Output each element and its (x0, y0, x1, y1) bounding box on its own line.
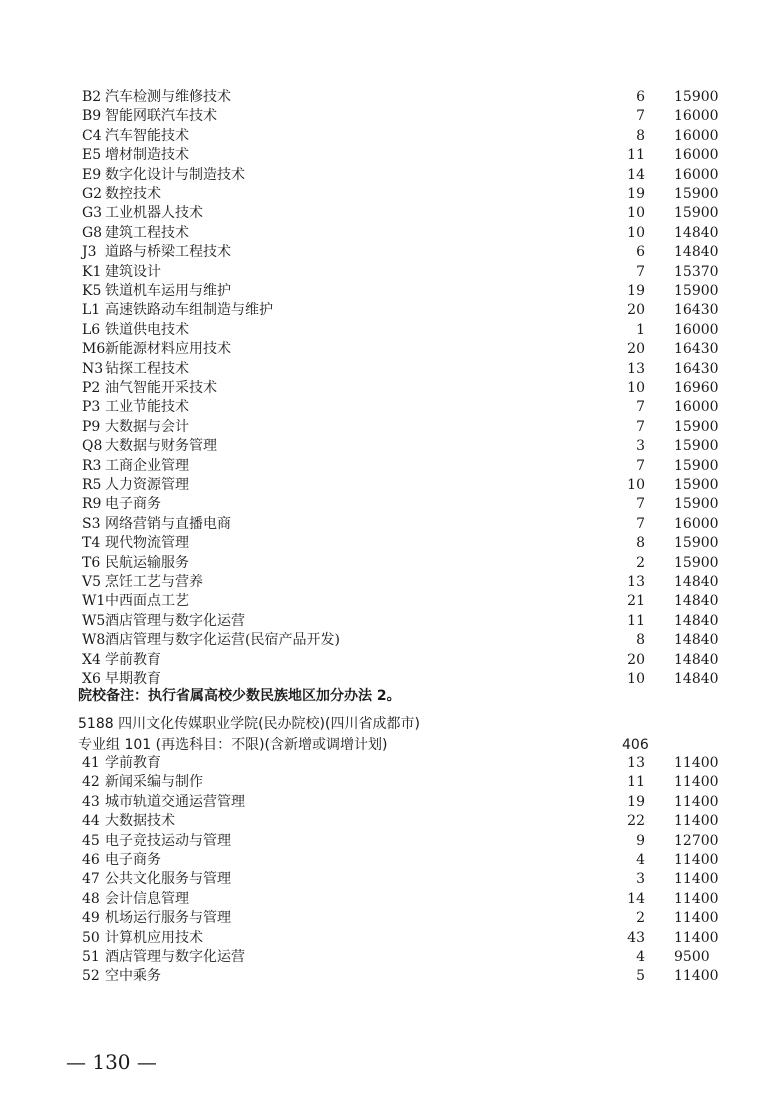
major-row (0, 398, 777, 417)
tuition-fee: 15900 (674, 205, 719, 222)
plan-count: 5 (636, 968, 645, 985)
major-name: 大数据与财务管理 (105, 438, 217, 455)
major-code: B2 (82, 89, 102, 105)
major-name: 现代物流管理 (105, 535, 189, 552)
major-name: 道路与桥梁工程技术 (105, 244, 231, 261)
major-code: E5 (82, 147, 102, 164)
major-code: W1 (82, 593, 106, 610)
major-name: 新能源材料应用技术 (105, 341, 231, 358)
major-name: 网络营销与直播电商 (105, 515, 231, 532)
major-row (0, 592, 777, 611)
major-name: 民航运输服务 (105, 554, 189, 571)
tuition-fee: 11400 (674, 793, 719, 810)
plan-count: 3 (636, 438, 645, 455)
tuition-fee: 11400 (674, 852, 719, 868)
plan-count: 14 (627, 890, 645, 907)
major-name: 数字化设计与制造技术 (105, 166, 245, 183)
major-code: N3 (82, 360, 104, 377)
plan-count: 19 (627, 793, 645, 810)
tuition-fee: 16000 (674, 399, 719, 416)
major-name: 中西面点工艺 (105, 593, 189, 610)
major-name: 早期教育 (105, 671, 161, 687)
major-row (0, 948, 777, 967)
plan-count: 4 (636, 949, 645, 965)
major-name: 铁道供电技术 (105, 321, 189, 338)
tuition-fee: 16000 (674, 515, 719, 532)
tuition-fee: 16430 (674, 302, 719, 319)
major-name: 汽车检测与维修技术 (105, 89, 231, 105)
plan-count: 21 (627, 593, 645, 610)
major-row (0, 127, 777, 146)
plan-count: 13 (627, 360, 645, 377)
major-code: 47 (82, 871, 100, 888)
major-code: 51 (82, 949, 100, 965)
plan-count: 8 (636, 632, 645, 649)
major-code: B9 (82, 108, 102, 125)
tuition-fee: 15900 (674, 554, 719, 571)
major-name: 人力资源管理 (105, 477, 189, 493)
plan-count: 7 (636, 263, 645, 280)
major-name: 钻探工程技术 (105, 360, 189, 377)
tuition-fee: 15900 (674, 89, 719, 105)
plan-count: 13 (627, 574, 645, 590)
major-name: 汽车智能技术 (105, 127, 189, 144)
tuition-fee: 14840 (674, 574, 719, 590)
major-name: 电子商务 (105, 496, 161, 513)
major-code: 43 (82, 793, 100, 810)
page-number: — 130 — (66, 1050, 157, 1074)
tuition-fee: 16430 (674, 341, 719, 358)
major-group-label: 专业组 101 (再选科目：不限)(含新增或调增计划) (78, 737, 388, 753)
major-name: 学前教育 (105, 755, 161, 771)
major-row (0, 515, 777, 534)
major-name: 数控技术 (105, 186, 161, 202)
major-row (0, 832, 777, 851)
major-code: X6 (82, 671, 101, 687)
major-code: M6 (82, 341, 106, 358)
major-row (0, 612, 777, 631)
plan-count: 2 (636, 554, 645, 571)
tuition-fee: 11400 (674, 929, 719, 946)
plan-count: 10 (627, 224, 645, 241)
major-code: J3 (82, 244, 97, 261)
plan-count: 20 (627, 341, 645, 358)
plan-count: 7 (636, 457, 645, 474)
major-code: G8 (82, 224, 103, 241)
plan-count: 10 (627, 380, 645, 396)
tuition-fee: 16960 (674, 380, 719, 396)
major-row (0, 146, 777, 165)
major-name: 电子竞技运动与管理 (105, 832, 231, 849)
tuition-fee: 16000 (674, 166, 719, 183)
plan-count: 19 (627, 186, 645, 202)
major-row (0, 929, 777, 948)
major-code: W8 (82, 632, 106, 649)
major-code: T6 (82, 554, 101, 571)
major-row (0, 851, 777, 870)
major-row (0, 495, 777, 514)
major-row (0, 534, 777, 553)
major-row (0, 263, 777, 282)
major-name: 建筑工程技术 (105, 224, 189, 241)
major-row (0, 812, 777, 831)
plan-count: 3 (636, 871, 645, 888)
major-code: K1 (82, 263, 102, 280)
plan-count: 19 (627, 283, 645, 299)
major-code: 46 (82, 852, 100, 868)
tuition-fee: 11400 (674, 871, 719, 888)
major-row (0, 457, 777, 476)
tuition-fee: 16000 (674, 147, 719, 164)
institution-note: 院校备注：执行省属高校少数民族地区加分办法 2。 (78, 688, 401, 704)
tuition-fee: 15370 (674, 263, 719, 280)
major-name: 酒店管理与数字化运营 (105, 612, 245, 629)
tuition-fee: 16000 (674, 321, 719, 338)
institution-header: 5188 四川文化传媒职业学院(民办院校)(四川省成都市) (78, 716, 420, 732)
tuition-fee: 16430 (674, 360, 719, 377)
major-code: 52 (82, 968, 100, 985)
tuition-fee: 11400 (674, 968, 719, 985)
major-name: 大数据技术 (105, 813, 175, 830)
major-row (0, 282, 777, 301)
tuition-fee: 15900 (674, 438, 719, 455)
major-row (0, 890, 777, 909)
major-name: 油气智能开采技术 (105, 380, 217, 396)
major-name: 城市轨道交通运营管理 (105, 793, 245, 810)
tuition-fee: 15900 (674, 457, 719, 474)
major-code: 44 (82, 813, 100, 830)
plan-count: 13 (627, 755, 645, 771)
tuition-fee: 11400 (674, 890, 719, 907)
major-row (0, 204, 777, 223)
major-code: R5 (82, 477, 102, 493)
plan-count: 7 (636, 399, 645, 416)
plan-count: 22 (627, 813, 645, 830)
major-name: 智能网联汽车技术 (105, 108, 217, 125)
plan-count: 11 (627, 612, 645, 629)
tuition-fee: 14840 (674, 224, 719, 241)
tuition-fee: 14840 (674, 651, 719, 668)
major-row (0, 166, 777, 185)
tuition-fee: 11400 (674, 910, 719, 927)
tuition-fee: 15900 (674, 477, 719, 493)
major-name: 会计信息管理 (105, 890, 189, 907)
major-row (0, 243, 777, 262)
tuition-fee: 15900 (674, 496, 719, 513)
major-code: P9 (82, 418, 101, 435)
tuition-fee: 14840 (674, 593, 719, 610)
major-name: 大数据与会计 (105, 418, 189, 435)
major-row (0, 773, 777, 792)
major-row (0, 909, 777, 928)
major-row (0, 185, 777, 204)
major-code: V5 (82, 574, 102, 590)
plan-count: 6 (636, 89, 645, 105)
plan-count: 6 (636, 244, 645, 261)
tuition-fee: 16000 (674, 108, 719, 125)
major-row (0, 651, 777, 670)
major-name: 酒店管理与数字化运营 (105, 949, 245, 965)
major-code: 50 (82, 929, 100, 946)
major-row (0, 418, 777, 437)
tuition-fee: 9500 (674, 949, 710, 965)
major-code: R9 (82, 496, 102, 513)
tuition-fee: 15900 (674, 418, 719, 435)
major-row (0, 870, 777, 889)
plan-count: 8 (636, 127, 645, 144)
tuition-fee: 12700 (674, 832, 719, 849)
plan-count: 20 (627, 302, 645, 319)
major-row (0, 224, 777, 243)
major-row (0, 321, 777, 340)
major-name: 工业机器人技术 (105, 205, 203, 222)
major-name: 机场运行服务与管理 (105, 910, 231, 927)
tuition-fee: 11400 (674, 755, 719, 771)
major-name: 计算机应用技术 (105, 929, 203, 946)
major-code: 41 (82, 755, 100, 771)
major-name: 空中乘务 (105, 968, 161, 985)
major-code: R3 (82, 457, 102, 474)
plan-count: 11 (627, 147, 645, 164)
tuition-fee: 14840 (674, 612, 719, 629)
plan-count: 10 (627, 671, 645, 687)
major-row (0, 754, 777, 773)
major-code: P2 (82, 380, 101, 396)
major-row (0, 967, 777, 986)
major-name: 烹饪工艺与营养 (105, 574, 203, 590)
tuition-fee: 15900 (674, 186, 719, 202)
major-name: 建筑设计 (105, 263, 161, 280)
major-name: 新闻采编与制作 (105, 774, 203, 791)
major-row (0, 340, 777, 359)
major-code: 49 (82, 910, 100, 927)
major-code: 42 (82, 774, 100, 791)
tuition-fee: 15900 (674, 283, 719, 299)
major-row (0, 379, 777, 398)
major-code: 48 (82, 890, 100, 907)
plan-count: 14 (627, 166, 645, 183)
major-code: Q8 (82, 438, 103, 455)
major-name: 铁道机车运用与维护 (105, 283, 231, 299)
major-code: L1 (82, 302, 101, 319)
plan-count: 8 (636, 535, 645, 552)
major-row (0, 631, 777, 650)
major-row (0, 793, 777, 812)
major-name: 电子商务 (105, 852, 161, 868)
major-code: X4 (82, 651, 101, 668)
major-row (0, 437, 777, 456)
tuition-fee: 14840 (674, 632, 719, 649)
plan-count: 7 (636, 515, 645, 532)
major-code: S3 (82, 515, 101, 532)
major-group-header (78, 736, 718, 755)
plan-count: 10 (627, 205, 645, 222)
major-row (0, 360, 777, 379)
major-row (0, 573, 777, 592)
major-code: L6 (82, 321, 101, 338)
major-name: 公共文化服务与管理 (105, 871, 231, 888)
plan-count: 2 (636, 910, 645, 927)
tuition-fee: 15900 (674, 535, 719, 552)
major-row (0, 107, 777, 126)
major-code: T4 (82, 535, 101, 552)
major-name: 高速铁路动车组制造与维护 (105, 302, 273, 319)
plan-count: 9 (636, 832, 645, 849)
major-code: E9 (82, 166, 102, 183)
tuition-fee: 16000 (674, 127, 719, 144)
plan-count: 7 (636, 418, 645, 435)
tuition-fee: 14840 (674, 671, 719, 687)
major-code: G3 (82, 205, 103, 222)
plan-count: 43 (627, 929, 645, 946)
plan-count: 4 (636, 852, 645, 868)
plan-count: 7 (636, 496, 645, 513)
major-code: P3 (82, 399, 101, 416)
major-code: K5 (82, 283, 102, 299)
plan-count: 10 (627, 477, 645, 493)
major-name: 学前教育 (105, 651, 161, 668)
major-code: W5 (82, 612, 106, 629)
tuition-fee: 11400 (674, 813, 719, 830)
tuition-fee: 11400 (674, 774, 719, 791)
major-row (0, 301, 777, 320)
plan-count: 11 (627, 774, 645, 791)
major-row (0, 554, 777, 573)
major-code: C4 (82, 127, 102, 144)
major-group-total: 406 (622, 737, 649, 753)
major-row (0, 88, 777, 107)
major-name: 工商企业管理 (105, 457, 189, 474)
major-name: 酒店管理与数字化运营(民宿产品开发) (105, 632, 340, 649)
plan-count: 20 (627, 651, 645, 668)
plan-count: 7 (636, 108, 645, 125)
tuition-fee: 14840 (674, 244, 719, 261)
major-name: 增材制造技术 (105, 147, 189, 164)
plan-count: 1 (636, 321, 645, 338)
major-row (0, 476, 777, 495)
major-code: G2 (82, 186, 103, 202)
major-name: 工业节能技术 (105, 399, 189, 416)
major-code: 45 (82, 832, 100, 849)
